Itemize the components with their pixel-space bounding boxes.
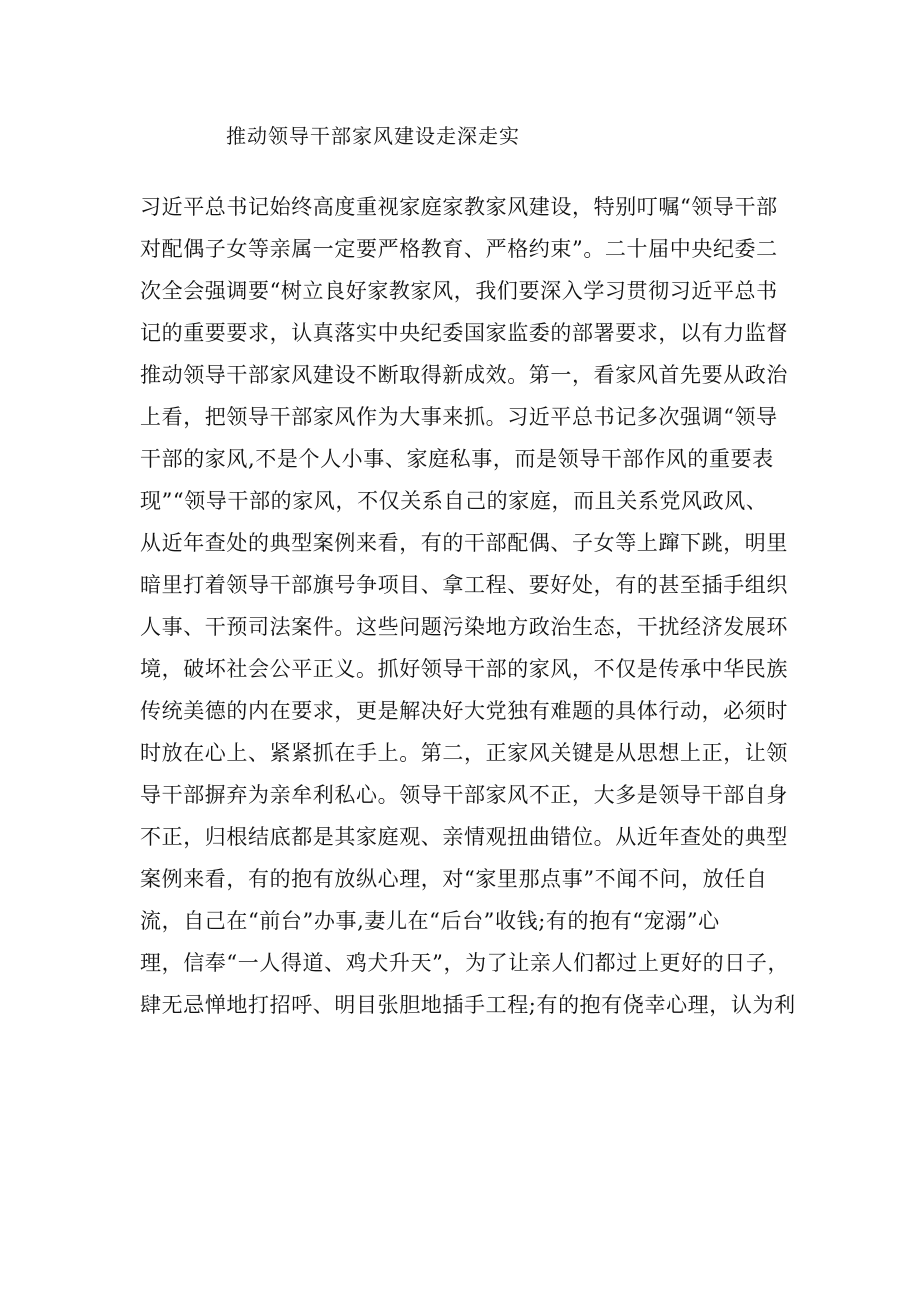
- body-line: 人事、干预司法案件。这些问题污染地方政治生态，干扰经济发展环: [140, 615, 788, 639]
- body-line: 理，信奉“一人得道、鸡犬升天”，为了让亲人们都过上更好的日子，: [140, 951, 790, 975]
- body-line: 现”“领导干部的家风，不仅关系自己的家庭，而且关系党风政风、: [140, 489, 768, 513]
- body-line: 时放在心上、紧紧抓在手上。第二，正家风关键是从思想上正，让领: [140, 741, 788, 765]
- body-line: 导干部摒弃为亲牟利私心。领导干部家风不正，大多是领导干部自身: [140, 783, 788, 807]
- body-line: 干部的家风,不是个人小事、家庭私事，而是领导干部作风的重要表: [140, 447, 774, 471]
- body-line: 不正，归根结底都是其家庭观、亲情观扭曲错位。从近年查处的典型: [140, 825, 788, 849]
- body-line: 案例来看，有的抱有放纵心理，对“家里那点事”不闻不问，放任自: [140, 867, 768, 891]
- body-line: 流，自己在“前台”办事,妻儿在“后台”收钱;有的抱有“宠溺”心: [140, 909, 720, 933]
- body-line: 传统美德的内在要求，更是解决好大党独有难题的具体行动，必须时: [140, 699, 788, 723]
- body-line: 境，破坏社会公平正义。抓好领导干部的家风，不仅是传承中华民族: [140, 657, 788, 681]
- body-line: 对配偶子女等亲属一定要严格教育、严格约束”。二十届中央纪委二: [140, 237, 778, 261]
- body-line: 暗里打着领导干部旗号争项目、拿工程、要好处，有的甚至插手组织: [140, 573, 788, 597]
- body-line: 推动领导干部家风建设不断取得新成效。第一，看家风首先要从政治: [140, 363, 788, 387]
- body-line: 肆无忌惮地打招呼、明目张胆地插手工程;有的抱有侥幸心理，认为利: [140, 993, 796, 1017]
- body-line: 从近年查处的典型案例来看，有的干部配偶、子女等上蹿下跳，明里: [140, 531, 788, 555]
- body-line: 记的重要要求，认真落实中央纪委国家监委的部署要求，以有力监督: [140, 321, 788, 345]
- document-body: [140, 186, 800, 1026]
- document-title: 推动领导干部家风建设走深走实: [226, 124, 520, 148]
- body-line: 次全会强调要“树立良好家教家风，我们要深入学习贯彻习近平总书: [140, 279, 778, 303]
- body-line: 上看，把领导干部家风作为大事来抓。习近平总书记多次强调“领导: [140, 405, 778, 429]
- body-line: 习近平总书记始终高度重视家庭家教家风建设，特别叮嘱“领导干部: [140, 195, 778, 219]
